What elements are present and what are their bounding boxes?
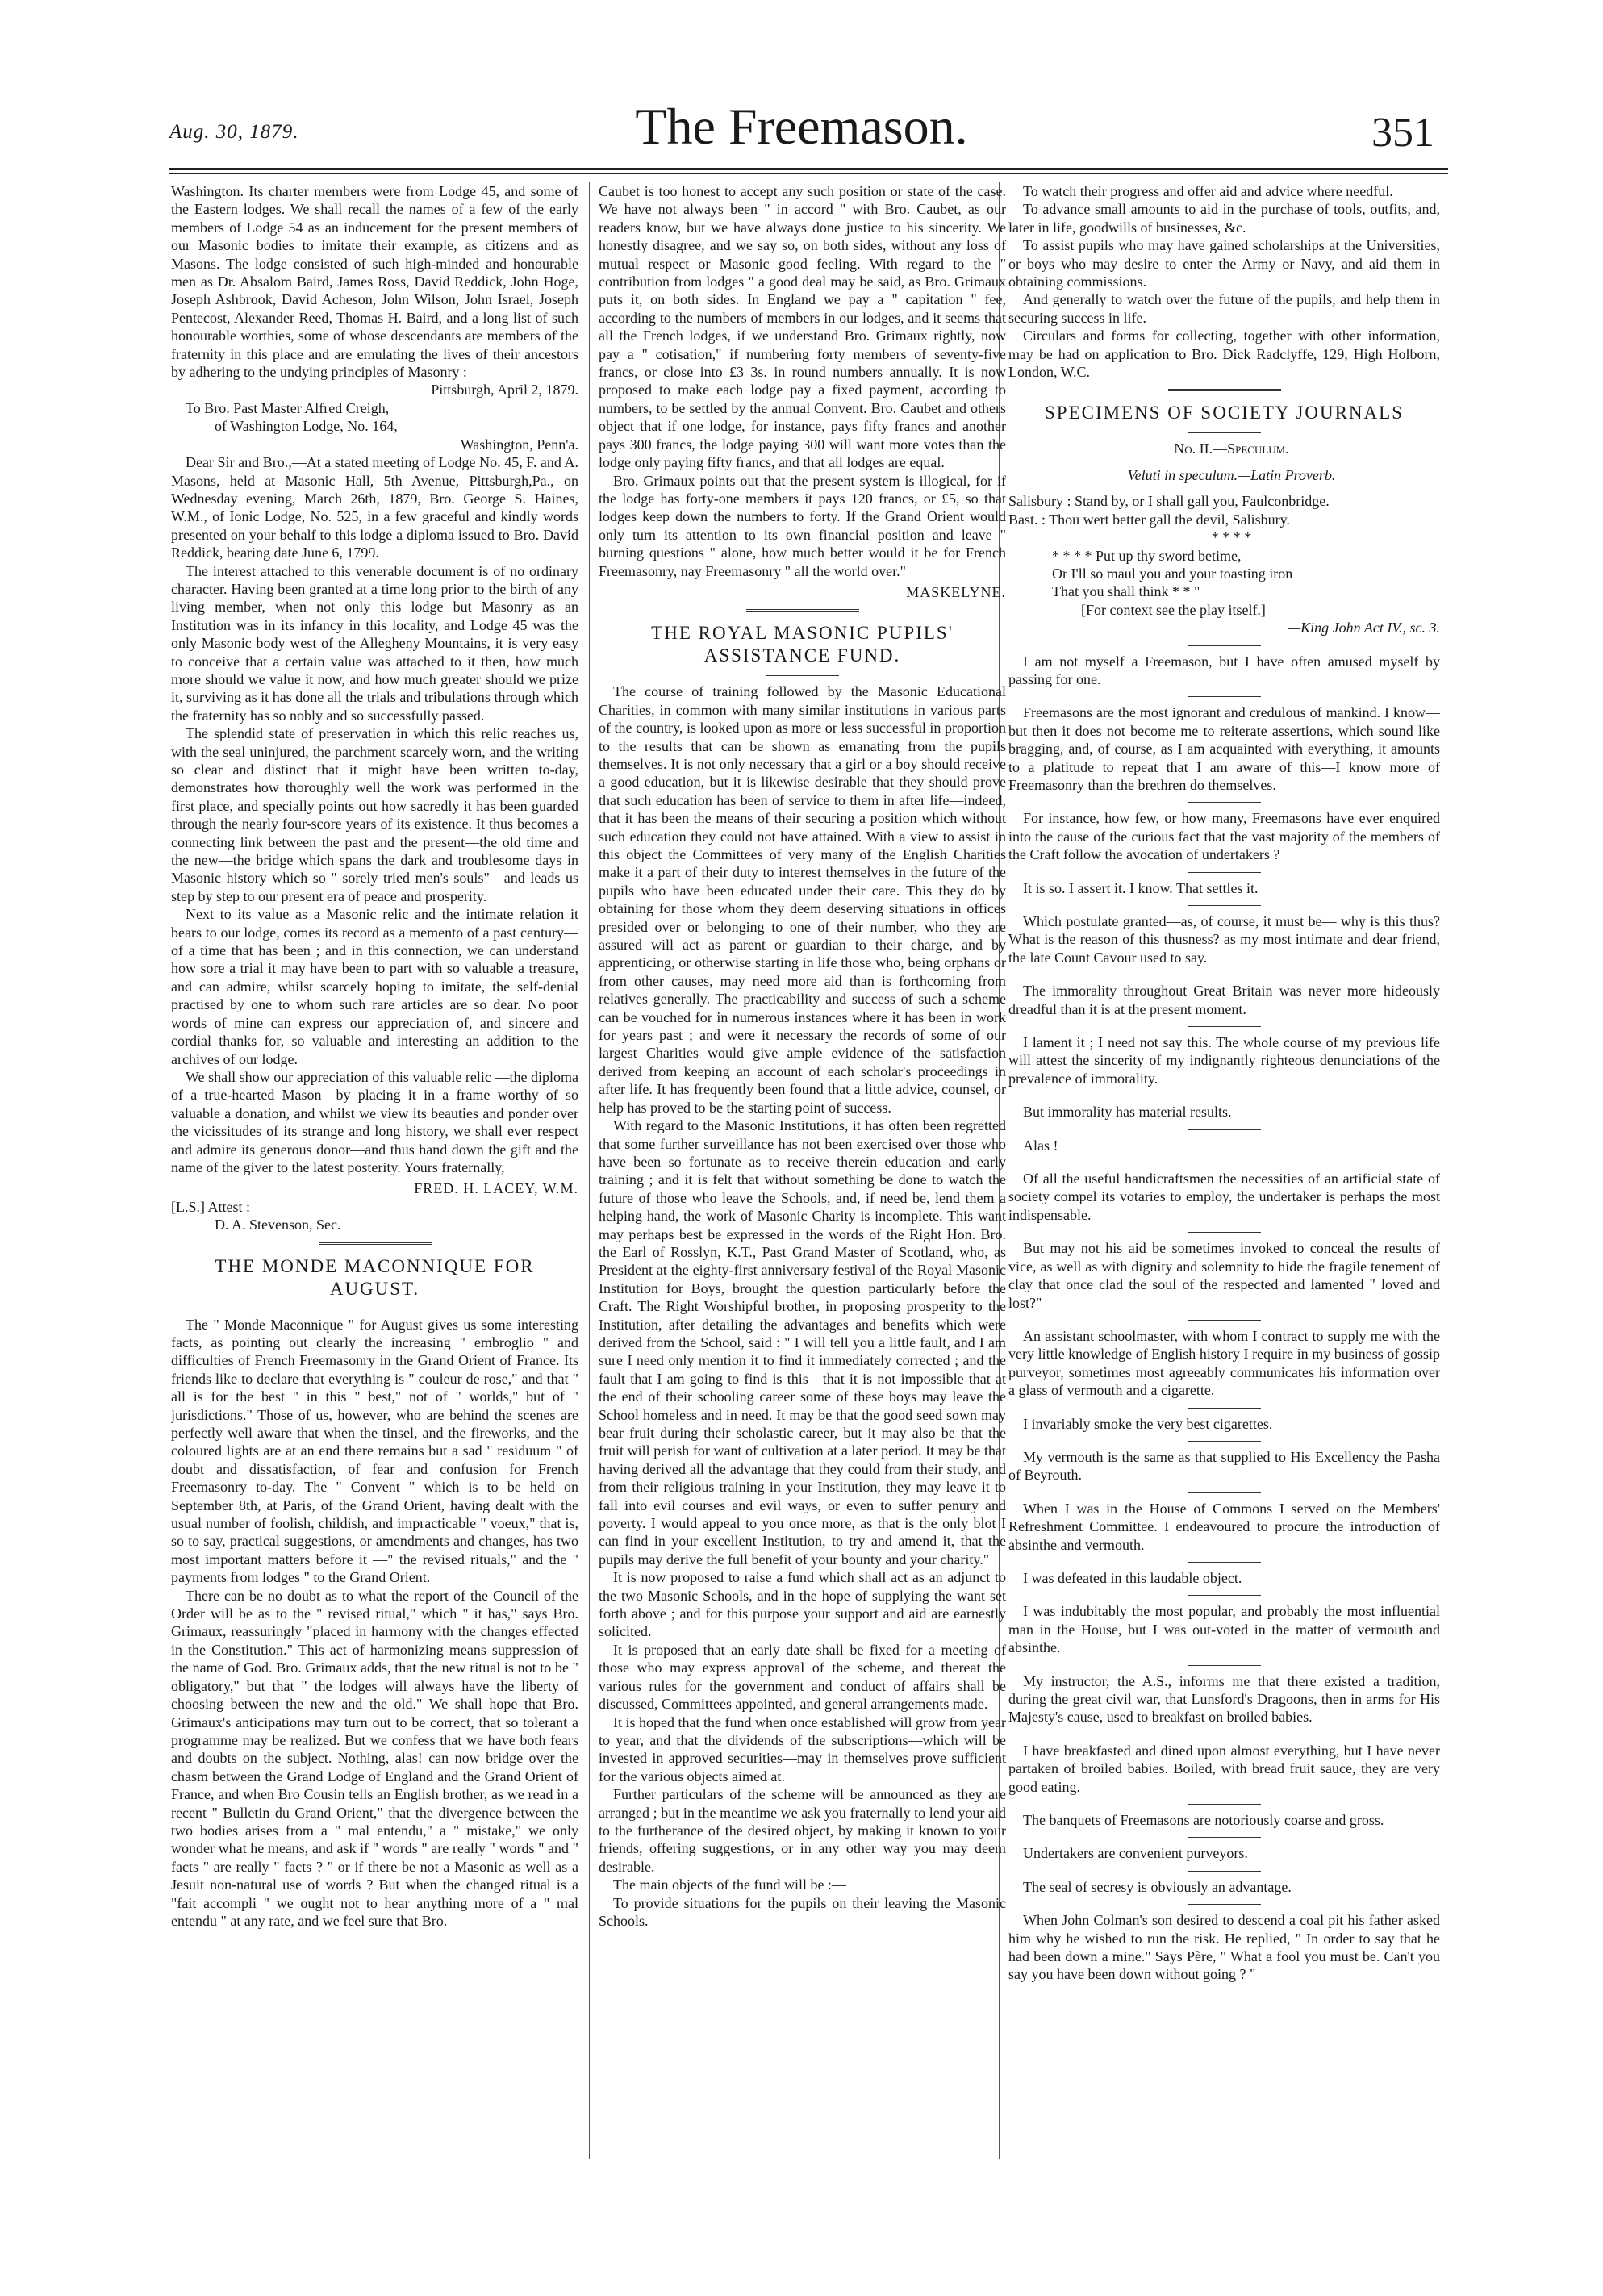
paragraph: My instructor, the A.S., informs me that there existed a tradition, during the great civil war, that Lunsford's Dragoons, then in arms for His Majesty's cause, used to breakfast on broiled babies. [1008,1672,1440,1726]
signature: FRED. H. LACEY, W.M. [414,1180,578,1197]
paragraph: The interest attached to this venerable document is of no ordinary character. Having been granted at a time long prior to the birth of any living member, when not only this lodge but Masonry as an Institution was in its infancy in this locality, and Lodge 45 was the only Masonic body west of the Allegheny Mountains, it is very easy to conceive that a certain value was attached to it then, how much more should we value it now, and how much greater should we prize it, surviving as it has done all the trials and tribulations through which the fraternity has so nobly and so successfully passed. [171,562,578,724]
paragraph: It is so. I assert it. I know. That settles it. [1023,879,1259,896]
separator-rule [1188,1492,1261,1493]
paragraph: The immorality throughout Great Britain was never more hideously dreadful than it is at the present moment. [1008,983,1440,1017]
paragraph: It is now proposed to raise a fund which shall act as an adjunct to the two Masonic Schools, and in the hope of supplying the want set forth above ; and for this purpose your support and aid are earnestly solicited. [599,1569,1006,1640]
paragraph: Circulars and forms for collecting, together with other information, may be had on application to Bro. Dick Radclyffe, 129, High Holborn, London, W.C. [1008,328,1440,381]
article-heading: THE ROYAL MASONIC PUPILS' ASSISTANCE FUND. [651,623,954,666]
paragraph: Further particulars of the scheme will be announced as they are arranged ; but in the meantime we ask you fraternally to lend your aid to the furtherance of the desired object, by making it known to your friends, offering suggestions, or in any other way you may deem desirable. [599,1786,1006,1875]
verse-line: That you shall think * * " [1052,583,1200,600]
paragraph: Washington. Its charter members were from Lodge 45, and some of the Eastern lodges. We shall recall the names of a few of the early members of Lodge 54 as an inducement for the present members of our Masonic bodies to imitate their example, as citizens and as Masons. The lodge consisted of such high-minded and honourable men as Dr. Absalom Baird, James Ross, David Reddick, John Hoge, Joseph Ashbrook, David Acheson, John Wilson, John Israel, Joseph Pentecost, Alexander Reed, Thomas H. Baird, and a long list of such honourable worthies, some of whose descendants are members of the fraternity in this place and are emulating the lives of their ancestors by adhering to the undying principles of Masonry : [171,183,578,381]
issue-date: Aug. 30, 1879. [169,121,299,143]
verse-line: * * * * [1211,529,1252,546]
paragraph: We shall show our appreciation of this valuable relic —the diploma of a true-hearted Mason—by placing it in a frame worthy of so valuable a donation, and whilst we view its beauties and ponder over the vicissitudes of its strange and long history, we shall ever respect and admire its generous donor—and thus hand down the gift and the name of the giver to the latest posterity. Yours fraternally, [171,1068,578,1175]
paragraph: When John Colman's son desired to descend a coal pit his father asked him why he wished to run the risk. He replied, " In order to say that he had been down a mine." Says Père, " What a fool you must be. Can't you say you have been down without going ? " [1008,1912,1440,1983]
paragraph: It is hoped that the fund when once established will grow from year to year, and that the dividends of the subscriptions—which will be invested in approved securities—may in themselves prove sufficient for the various objects aimed at. [599,1714,1006,1785]
paragraph: Bro. Grimaux points out that the present system is illogical, for if the lodge has forty-one members it pays 120 francs, or £5, so that lodges keep down the numbers to forty. If the Grand Orient would only turn its attention to its own financial position and leave " burning questions " alone, how much better would it be for French Freemasonry, nay Freemasonry " all the world over." [599,472,1006,579]
separator-rule [1188,1408,1261,1409]
paragraph: Freemasons are the most ignorant and credulous of mankind. I know—but then it does not become me to reiterate assertions, which sound like bragging, and, of course, as I am acquainted with everything, it amounts to a platitude to repeat that I am aware of this—I know more of Freemasonry than the brethren do themselves. [1008,704,1440,793]
newspaper-title: The Freemason. [635,98,968,155]
page-number: 351 [1371,110,1434,156]
separator-rule [1188,1232,1261,1233]
paragraph: To watch their progress and offer aid and advice where needful. [1023,183,1393,199]
paragraph: The " Monde Maconnique " for August gives us some interesting facts, as pointing out clearly the increasing " embroglio " and difficulties of French Freemasonry in the Grand Orient of France. Its friends like to declare that everything is " couleur de rose," and that " all is for the best " in this " best," not of " worlds," but of " jurisdictions." Those of us, however, who are behind the scenes are perfectly well aware that when the tinsel, and the fireworks, and the coloured lights are at an end there remains but a sad " residuum " of doubt and dissatisfaction, of fear and confusion for French Freemasonry to-day. The " Convent " which is to be held on September 8th, at Paris, of the Grand Orient, having dealt with the usual number of foolish, childish, and impracticable " voeux," that is, so to say, practical suggestions, or amendments and changes, has two most important matters before it —" the revised rituals," and the " payments from lodges " to the Grand Orient. [171,1316,578,1586]
paragraph: With regard to the Masonic Institutions, it has often been regretted that some further surveillance has not been exercised over those who have been so fortunate as to receive therein education and early training ; and it is felt that without something be done to watch the future of those who leave the Schools, and, if need be, lend them a helping hand, the work of Masonic Charity is incomplete. This want may perhaps best be expressed in the words of the Right Hon. Bro. the Earl of Rosslyn, K.T., Past Grand Master of Scotland, who, as President at the eighty-first anniversary festival of the Royal Masonic Institution for Boys, brought the question particularly before the Craft. The Right Worshipful brother, in proposing prosperity to the Institution, after detailing the advantages and benefits which were derived from the School, said : " I will tell you a little fault, and I am sure I need only mention it to find it immediately corrected ; and the fault that I am going to find is this—that it is not impossible that at the end of their schooling career some of these boys may leave the School homeless and in need. It may be that the good seed sown may bear fruit during their scholastic career, but it may also be that the fruit will perish for want of cultivation at a later period. It may be that having derived all the advantage that they could from their study, and from their religious training in your Institution, they may leave it to fall into evil courses and evil ways, or even to suffer penury and poverty. I would appeal to you once more, as that is the only blot I can find in your excellent Institution, to try and amend it, that the pupils may derive the full benefit of your bounty and your charity." [599,1117,1006,1568]
heading-rule [1188,432,1261,433]
paragraph: I am not myself a Freemason, but I have often amused myself by passing for one. [1008,653,1440,687]
verse-line: Bast. : Thou wert better gall the devil, Salisbury. [1008,511,1290,528]
separator-rule [1188,645,1261,646]
separator-rule [1188,872,1261,873]
paragraph: There can be no doubt as to what the report of the Council of the Order will be as to the " revised ritual," which " it has," says Bro. Grimaux, reassuringly "placed in harmony with the changes effected in the Constitution." This act of harmonizing means suppression of the name of God. Bro. Grimaux adds, that the new ritual is not to be " obligatory," but that " the lodges will always have the liberty of choosing between the new and the old." We shall hope that Bro. Grimaux's anticipations may turn out to be correct, that so tolerant a programme may be realized. But we confess that we have both fears and doubts on the subject. Nothing, alas! can now bridge over the chasm between the Grand Lodge of England and the Grand Orient of France, and when Bro Cousin tells an English brother, as we read in a recent " Bulletin du Grand Orient," that the divergence between the two bodies arises from a " mal entendu," a " mistake," we only wonder what he means, and ask if " words " are really " words " and " facts " are really " facts ? " or if there be not a Masonic as well as a Jesuit non-natural use of words ? But when the changed ritual is a "fait accompli " we ought not to hear anything more of a " mal entendu " at any rate, and we feel sure that Bro. [171,1587,578,1929]
paragraph: Caubet is too honest to accept any such position or state of the case. We have not always been " in accord " with Bro. Caubet, as our readers know, but we have always done justice to his sincerity. We honestly disagree, and we say so, on both sides, without any loss of mutual respect or Masonic good feeling. With regard to the " contribution from lodges " a good deal may be said, as Bro. Grimaux puts it, on both sides. In England we pay a " capitation " fee, according to the numbers of members in our lodges, and it seems that all the French lodges, if we understand Bro. Grimaux rightly, now pay a " cotisation," if numbering forty members of seventy-five francs, or close into £3 3s. in round numbers annually. It is now proposed to make each lodge pay a fixed payment, according to numbers, to be settled by the annual Convent. Bro. Caubet and others object that if one lodge, for instance, pays fifty francs and another pays 300 francs, the lodge paying 300 will want more votes than the lodge only paying fifty francs, and that all lodges are equal. [599,183,1006,471]
separator-rule [1188,905,1261,906]
dateline: Pittsburgh, April 2, 1879. [431,382,578,399]
paragraph: To provide situations for the pupils on their leaving the Masonic Schools. [599,1894,1006,1929]
paragraph: The course of training followed by the Masonic Educational Charities, in common with many similar institutions in various parts of the country, is looked upon as more or less successful in proportion to the results that can be shown as emanating from the pupils themselves. It is not only necessary that a girl or a boy should receive a good education, but it is likewise desirable that they should prove that such education has been of service to them in after life—indeed, that it has been the means of their securing a position which without such education they could not have attained. With a view to assist in this object the Committees of very many of the English Charities make it a part of their duty to interest themselves in the future of the pupils who have been educated under their care. This they do by obtaining for those whom they deem deserving situations in offices presided over or belonging to one of their number, who they are assured will act as parent or guardian to their charge, and by apprenticing, or otherwise starting in life those who, being orphans or from other causes, may need more aid than is forthcoming from relatives generally. The practicability and success of such a scheme can be vouched for in numerous instances where it has been in work for years past ; and were it necessary the records of some of our largest Charities would give ample evidence of the satisfaction derived from keeping an account of each scholar's proceedings in after life. It has frequently been found that a little advice, counsel, or help has proved to be the starting point of success. [599,683,1006,1116]
paragraph: Dear Sir and Bro.,—At a stated meeting of Lodge No. 45, F. and A. Masons, held at Masonic Hall, 5th Avenue, Pittsburgh,Pa., on Wednesday evening, March 26th, 1879, Bro. George S. Haines, W.M., of Ionic Lodge, No. 525, in a few graceful and kindly words presented on your behalf to this lodge a diploma issued to Bro. David Reddick, bearing date June 6, 1799. [171,454,578,561]
paragraph: I was indubitably the most popular, and probably the most influential man in the House, but I was out-voted in the matter of vermouth and absinthe. [1008,1603,1440,1656]
separator-rule [1188,1595,1261,1596]
column-divider [589,182,590,2159]
separator-rule [1188,1129,1261,1130]
paragraph: Of all the useful handicraftsmen the necessities of an artificial state of society compel its votaries to employ, the undertaker is perhaps the most indispensable. [1008,1171,1440,1223]
separator-rule [1188,1562,1261,1563]
paragraph: When I was in the House of Commons I served on the Members' Refreshment Committee. I endeavoured to procure the introduction of absinthe and vermouth. [1008,1500,1440,1553]
section-rule [746,609,859,614]
paragraph: To assist pupils who may have gained scholarships at the Universities, or boys who may desire to enter the Army or Navy, and aid them in obtaining commissions. [1008,237,1440,290]
separator-rule [1188,1665,1261,1666]
article-heading: SPECIMENS OF SOCIETY JOURNALS [1044,403,1404,424]
column-1 [171,182,578,2264]
section-rule [319,1242,432,1247]
paragraph: And generally to watch over the future of the pupils, and help them in securing success in life. [1008,291,1440,326]
column-3 [1008,182,1440,2264]
masthead [0,0,1603,177]
column-2 [599,182,1006,2264]
heading-rule [766,675,839,676]
paragraph: Undertakers are convenient purveyors. [1023,1845,1248,1862]
separator-rule [1188,1320,1261,1321]
paragraph: Next to its value as a Masonic relic and the intimate relation it bears to our lodge, comes its record as a memento of a past century—of a time that has been ; and in this connection, we can understand how sore a trial it may have been to part with so valuable a treasure, and can admire, whilst scarcely hoping to imitate, the self-denial practised by one to whom such rare articles are so dear. No poor words of mine can express our appreciation of, and sincere and cordial thanks for, so valuable and interesting an addition to the archives of our lodge. [171,906,578,1067]
paragraph: I invariably smoke the very best cigarettes. [1023,1415,1273,1432]
paragraph: An assistant schoolmaster, with whom I contract to supply me with the very little knowledge of English history I require in my business of gossip purveyor, sometimes most agreeably communicates his information over a glass of vermouth and a cigarette. [1008,1327,1440,1399]
separator-rule [1188,696,1261,697]
paragraph: To advance small amounts to aid in the purchase of tools, outfits, and, later in life, goodwills of businesses, &c. [1008,201,1440,236]
separator-rule [1188,802,1261,803]
separator-rule [1188,1904,1261,1905]
paragraph: I lament it ; I need not say this. The whole course of my previous life will attest the sincerity of my indignantly righteous denunciations of the prevalence of immorality. [1008,1034,1440,1087]
verse-line: Salisbury : Stand by, or I shall gall you, Faulconbridge. [1008,493,1330,510]
paragraph: My vermouth is the same as that supplied to His Excellency the Pasha of Beyrouth. [1008,1448,1440,1484]
article-heading: THE MONDE MACONNIQUE FOR AUGUST. [215,1255,535,1299]
masthead-rule [169,168,1448,170]
separator-rule [1188,1837,1261,1838]
verse-line: * * * * Put up thy sword betime, [1052,547,1242,564]
separator-rule [1188,1441,1261,1442]
paragraph: Which postulate granted—as, of course, it must be— why is this thus? What is the reason of this thusness? as my most intimate and dear friend, the late Count Cavour used to say. [1008,913,1440,966]
verse-line: [For context see the play itself.] [1081,601,1266,618]
section-rule [1168,389,1281,394]
address-line: of Washington Lodge, No. 164, [215,418,398,435]
paragraph: But may not his aid be sometimes invoked to conceal the results of vice, as well as with dignity and solemnity to hide the fragile tenement of clay that once clad the soul of the respected and lamented " loved and lost?" [1008,1240,1440,1311]
paragraph: For instance, how few, or how many, Freemasons have ever enquired into the cause of the curious fact that the vast majority of the members of the Craft follow the avocation of undertakers ? [1008,810,1440,863]
paragraph: I have breakfasted and dined upon almost everything, but I have never partaken of broiled babies. Boiled, with bread fruit sauce, they are very good eating. [1008,1742,1440,1795]
paragraph: The banquets of Freemasons are notoriously coarse and gross. [1023,1812,1384,1829]
verse-citation: —King John Act IV., sc. 3. [1288,620,1440,637]
address-line: Washington, Penn'a. [460,436,578,453]
signature: D. A. Stevenson, Sec. [215,1217,341,1234]
signature: MASKELYNE. [906,583,1006,600]
separator-rule [1188,1804,1261,1805]
paragraph: But immorality has material results. [1023,1104,1232,1121]
attest-line: [L.S.] Attest : [171,1198,250,1215]
paragraph: The main objects of the fund will be :— [613,1876,846,1893]
paragraph: Alas ! [1023,1137,1058,1154]
paragraph: The seal of secresy is obviously an advantage. [1023,1878,1292,1895]
motto: Veluti in speculum.—Latin Proverb. [1127,466,1336,483]
address-line: To Bro. Past Master Alfred Creigh, [186,399,390,416]
article-subheading: No. II.—Speculum. [1174,440,1289,457]
paragraph: I was defeated in this laudable object. [1023,1569,1242,1586]
separator-rule [1188,1871,1261,1872]
verse-line: Or I'll so maul you and your toasting iron [1052,565,1293,582]
separator-rule [1188,1026,1261,1027]
paragraph: It is proposed that an early date shall be fixed for a meeting of those who may express approval of the scheme, and thereat the various rules for the government and conduct of affairs shall be discussed, Committees appointed, and general arrangements made. [599,1641,1006,1713]
masthead-rule-thin [169,173,1448,174]
paragraph: The splendid state of preservation in which this relic reaches us, with the seal uninjured, the parchment scarcely worn, and the writing so clear and distinct that it might have been written to-day, demonstrates how thoroughly well the work was performed in the first place, and specially points out how sacredly it has been guarded through the nearly four-score years of its existence. It thus becomes a connecting link between the past and the present—the old time and the new—the bridge which spans the dark and troublesome days in Masonic history which so " sorely tried men's souls"—and leads us step by step to our present era of peace and prosperity. [171,725,578,904]
